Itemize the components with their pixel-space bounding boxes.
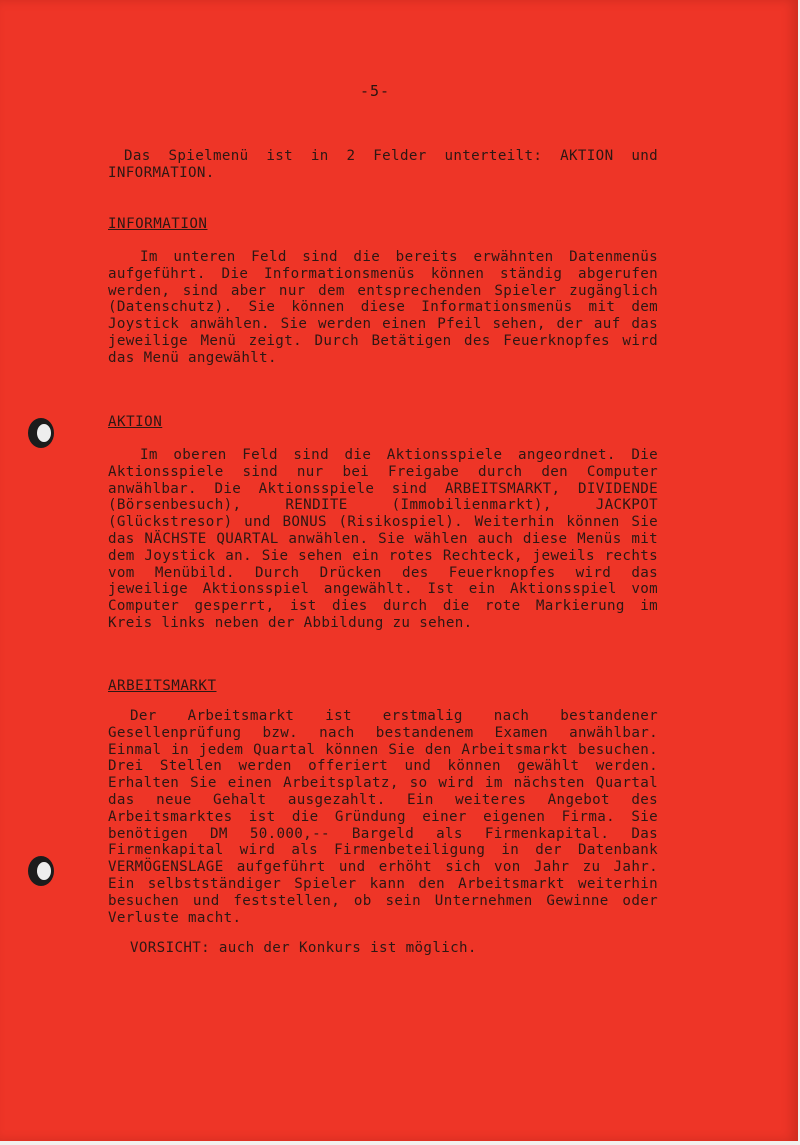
arbeitsmarkt-paragraph: Der Arbeitsmarkt ist erstmalig nach bestandener Gesellenprüfung bzw. nach bestandenem Examen anwählbar. Einmal in jedem Quartal können Sie den Arbeitsmarkt besuchen. Drei Stellen werden offeriert und können gewählt werden. Erhalten Sie einen Arbeitsplatz, so wird im nächsten Quartal das neue Gehalt ausgezahlt. Ein weiteres Angebot des Arbeitsmarktes ist die Gründung einer eigenen Firma. Sie benötigen DM 50.000,-- Bargeld als Firmenkapital. Das Firmenkapital wird als Firmenbeteiligung in der Datenbank VERMÖGENSLAGE aufgeführt und erhöht sich von Jahr zu Jahr. Ein selbstständiger Spieler kann den Arbeitsmarkt weiterhin besuchen und feststellen, ob sein Unternehmen Gewinne oder Verluste macht. — [108, 708, 658, 926]
page-number: -5- — [360, 82, 391, 100]
intro-paragraph: Das Spielmenü ist in 2 Felder unterteilt: AKTION und INFORMATION. — [108, 148, 658, 181]
heading-information: INFORMATION — [108, 216, 208, 232]
punch-hole-bottom — [28, 856, 54, 886]
information-paragraph: Im unteren Feld sind die bereits erwähnten Datenmenüs aufgeführt. Die Informationsmenüs können ständig abgerufen werden, sind aber nur dem entsprechenden Spieler zugänglich (Datenschutz). Sie können diese Informationsmenüs mit dem Joystick anwählen. Sie werden einen Pfeil sehen, der auf das jeweilige Menü zeigt. Durch Betätigen des Feuerknopfes wird das Menü angewählt. — [108, 249, 658, 366]
aktion-paragraph: Im oberen Feld sind die Aktionsspiele angeordnet. Die Aktionsspiele sind nur bei Freigabe durch den Computer anwählbar. Die Aktionsspiele sind ARBEITSMARKT, DIVIDENDE (Börsenbesuch), RENDITE (Immobilienmarkt), JACKPOT (Glückstresor) und BONUS (Risikospiel). Weiterhin können Sie das NÄCHSTE QUARTAL anwählen. Sie wählen auch diese Menüs mit dem Joystick an. Sie sehen ein rotes Rechteck, jeweils rechts vom Menübild. Durch Drücken des Feuerknopfes wird das jeweilige Aktionsspiel angewählt. Ist ein Aktionsspiel vom Computer gesperrt, ist dies durch die rote Markierung im Kreis links neben der Abbildung zu sehen. — [108, 447, 658, 631]
warning-line: VORSICHT: auch der Konkurs ist möglich. — [130, 940, 477, 956]
punch-hole-top — [28, 418, 54, 448]
heading-aktion: AKTION — [108, 414, 163, 430]
heading-arbeitsmarkt: ARBEITSMARKT — [108, 678, 217, 694]
